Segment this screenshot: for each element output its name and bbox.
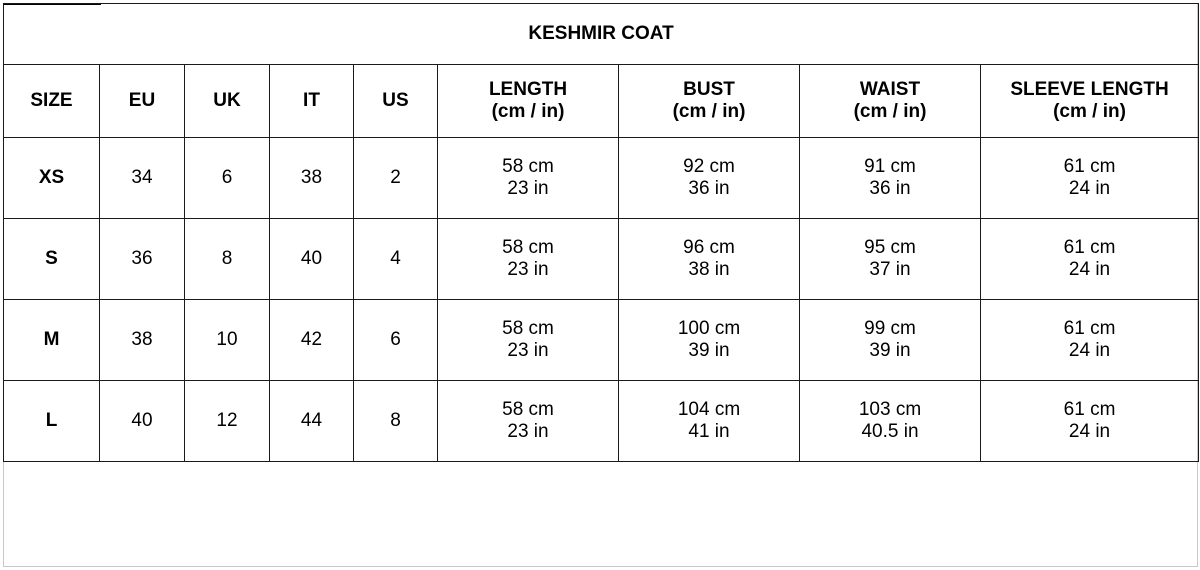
size-cell: L [4, 381, 100, 462]
header-uk: UK [185, 65, 270, 138]
sleeve-in: 24 in [1068, 259, 1111, 280]
waist-cell [800, 300, 981, 381]
us-cell: 4 [354, 219, 438, 300]
length-cm: 58 cm [502, 318, 554, 339]
eu-cell: 36 [100, 219, 185, 300]
sleeve-cm: 61 cm [1063, 156, 1116, 177]
header-length [438, 65, 619, 138]
table-row [4, 300, 1199, 381]
table-row [4, 219, 1199, 300]
length-cell [438, 219, 619, 300]
uk-cell: 6 [185, 138, 270, 219]
bust-cm: 100 cm [677, 318, 741, 339]
length-cm: 58 cm [502, 237, 554, 258]
sleeve-cell [981, 138, 1199, 219]
eu-cell: 34 [100, 138, 185, 219]
header-it: IT [270, 65, 354, 138]
header-waist [800, 65, 981, 138]
sleeve-in: 24 in [1068, 178, 1111, 199]
header-waist-unit: (cm / in) [853, 101, 927, 122]
uk-cell: 12 [185, 381, 270, 462]
size-cell: M [4, 300, 100, 381]
it-cell: 44 [270, 381, 354, 462]
uk-cell: 8 [185, 219, 270, 300]
us-cell: 2 [354, 138, 438, 219]
header-us: US [354, 65, 438, 138]
sleeve-cell [981, 300, 1199, 381]
length-cm: 58 cm [502, 399, 554, 420]
eu-cell: 38 [100, 300, 185, 381]
uk-cell: 10 [185, 300, 270, 381]
header-row [4, 65, 1199, 138]
header-bust [619, 65, 800, 138]
it-cell: 38 [270, 138, 354, 219]
bust-cell [619, 381, 800, 462]
sleeve-in: 24 in [1068, 340, 1111, 361]
us-cell: 6 [354, 300, 438, 381]
bust-in: 41 in [688, 421, 730, 442]
header-size: SIZE [4, 65, 100, 138]
bust-cm: 96 cm [683, 237, 735, 258]
waist-cell [800, 219, 981, 300]
table-row [4, 138, 1199, 219]
sleeve-cm: 61 cm [1063, 318, 1116, 339]
bust-cell [619, 300, 800, 381]
header-length-label: LENGTH [488, 79, 568, 100]
header-bust-unit: (cm / in) [672, 101, 746, 122]
waist-cm: 103 cm [858, 399, 922, 420]
title-row [4, 4, 1199, 65]
length-cell [438, 300, 619, 381]
length-in: 23 in [507, 259, 549, 280]
us-cell: 8 [354, 381, 438, 462]
waist-cell [800, 381, 981, 462]
waist-in: 39 in [869, 340, 911, 361]
waist-cm: 91 cm [864, 156, 916, 177]
length-cell [438, 138, 619, 219]
eu-cell: 40 [100, 381, 185, 462]
bust-cell [619, 219, 800, 300]
header-sleeve-unit: (cm / in) [1053, 101, 1126, 122]
length-in: 23 in [507, 178, 549, 199]
sleeve-cm: 61 cm [1063, 399, 1116, 420]
waist-cm: 99 cm [864, 318, 916, 339]
size-cell: S [4, 219, 100, 300]
waist-cell [800, 138, 981, 219]
length-in: 23 in [507, 340, 549, 361]
header-sleeve-length [981, 65, 1199, 138]
size-cell: XS [4, 138, 100, 219]
length-cm: 58 cm [502, 156, 554, 177]
size-chart-table [3, 3, 1199, 462]
bust-cell [619, 138, 800, 219]
bust-cm: 92 cm [683, 156, 735, 177]
length-in: 23 in [507, 421, 549, 442]
bust-in: 39 in [688, 340, 730, 361]
header-length-unit: (cm / in) [491, 101, 565, 122]
sleeve-cm: 61 cm [1063, 237, 1116, 258]
it-cell: 40 [270, 219, 354, 300]
header-bust-label: BUST [683, 79, 735, 100]
header-eu: EU [100, 65, 185, 138]
bust-in: 36 in [688, 178, 730, 199]
table-row [4, 381, 1199, 462]
bust-cm: 104 cm [677, 399, 741, 420]
waist-in: 36 in [869, 178, 911, 199]
sleeve-cell [981, 219, 1199, 300]
sleeve-in: 24 in [1068, 421, 1111, 442]
it-cell: 42 [270, 300, 354, 381]
waist-cm: 95 cm [864, 237, 916, 258]
sleeve-cell [981, 381, 1199, 462]
bust-in: 38 in [688, 259, 730, 280]
header-sleeve-label: SLEEVE LENGTH [1010, 79, 1169, 100]
waist-in: 40.5 in [861, 421, 919, 442]
waist-in: 37 in [869, 259, 911, 280]
header-waist-label: WAIST [859, 79, 921, 100]
chart-title: KESHMIR COAT [4, 4, 1199, 65]
length-cell [438, 381, 619, 462]
